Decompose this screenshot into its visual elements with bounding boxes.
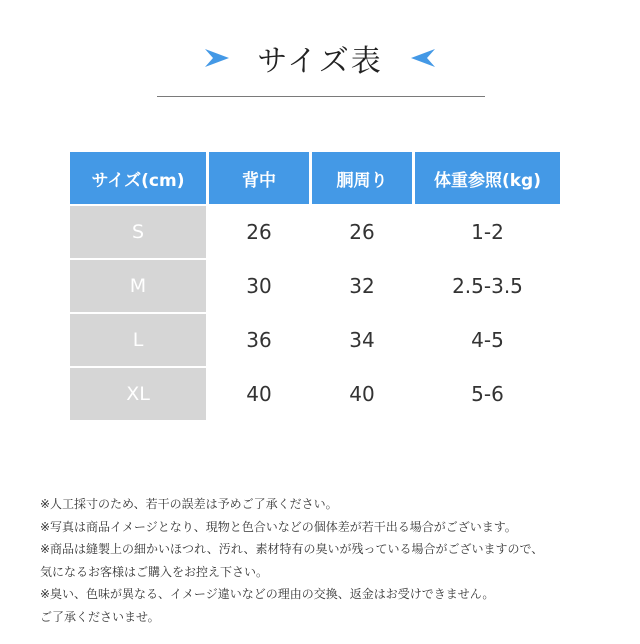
size-table (70, 152, 560, 420)
waist-value: 40 (312, 368, 412, 420)
note-line: 気になるお客様はご購入をお控え下さい。 (40, 564, 269, 579)
header-weight: 体重参照(kg) (415, 152, 560, 204)
header-size: サイズ(cm) (70, 152, 206, 204)
weight-value: 1-2 (415, 206, 560, 258)
header-back: 背中 (209, 152, 309, 204)
size-label: XL (70, 368, 206, 420)
note-line: ※臭い、色味が異なる、イメージ違いなどの理由の交換、返金はお受けできません。 (40, 587, 495, 601)
page-title: サイズ表 (257, 44, 383, 79)
note-line: ※写真は商品イメージとなり、現物と色合いなどの個体差が若干出る場合がございます。 (40, 519, 517, 534)
back-value: 40 (209, 368, 309, 420)
waist-value: 26 (312, 206, 412, 258)
size-label: M (70, 260, 206, 312)
chevron-right-icon (201, 47, 231, 69)
back-value: 26 (209, 206, 309, 258)
chevron-left-icon (409, 47, 439, 69)
back-value: 36 (209, 314, 309, 366)
size-label: S (70, 206, 206, 258)
size-label: L (70, 314, 206, 366)
header-waist: 胴周り (312, 152, 412, 204)
note-line: ※商品は縫製上の細かいほつれ、汚れ、素材特有の臭いが残っている場合がございますので、 (40, 542, 544, 556)
title-divider (157, 96, 485, 97)
back-value: 30 (209, 260, 309, 312)
note-line: ご了承くださいませ。 (40, 609, 160, 624)
notes (40, 493, 620, 628)
weight-value: 2.5-3.5 (415, 260, 560, 312)
weight-value: 4-5 (415, 314, 560, 366)
weight-value: 5-6 (415, 368, 560, 420)
waist-value: 32 (312, 260, 412, 312)
title-area (0, 34, 640, 82)
note-line: ※人工採寸のため、若干の誤差は予めご了承ください。 (40, 497, 338, 511)
waist-value: 34 (312, 314, 412, 366)
